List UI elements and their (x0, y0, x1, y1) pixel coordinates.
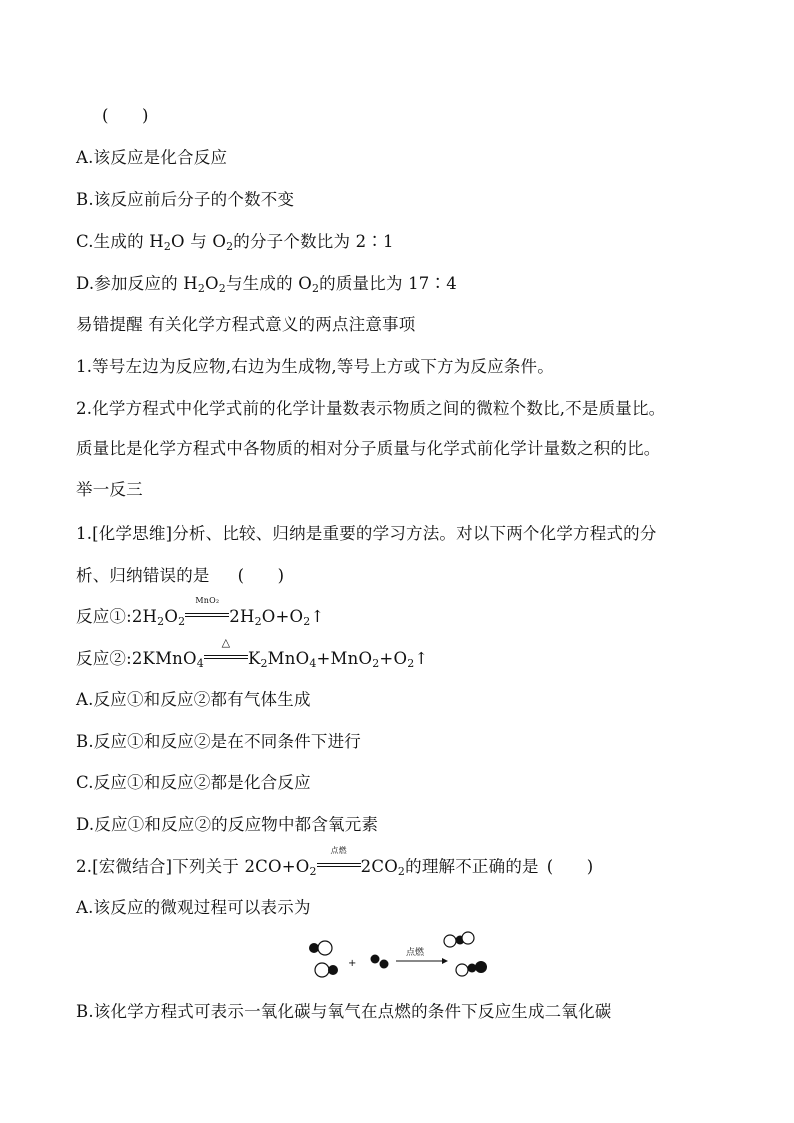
question-2-stem: 2.[宏微结合]下列关于 $2CO+O_2$ 点燃 $2CO_2$的理解不正确的是 ( ) (76, 846, 594, 878)
question-1-option-b: B.反应①和反应②是在不同条件下进行 (76, 732, 361, 751)
equals-sign: △ (204, 648, 248, 664)
question-2-option-b: B.该化学方程式可表示一氧化碳与氧气在点燃的条件下反应生成二氧化碳 (76, 1002, 612, 1021)
reaction-1: 反应$①:2H_2O_2$ MnO₂ $2H_2O+O_2↑$ (76, 596, 325, 628)
plus-sign: + (348, 958, 357, 969)
reaction-condition-label: 点燃 (406, 948, 425, 958)
molecule-diagram (300, 928, 500, 984)
question-1-stem: 1.[化学思维]分析、比较、归纳是重要的学习方法。对以下两个化学方程式的分 (76, 524, 657, 543)
option-a: A.该反应是化合反应 (76, 148, 228, 167)
question-bracket: ( ) (102, 106, 149, 125)
co2-molecule (444, 932, 474, 947)
tip-point-2: 2.化学方程式中化学式前的化学计量数表示物质之间的微粒个数比,不是质量比。 (76, 399, 666, 418)
co2-molecule (456, 961, 487, 976)
arrow-head-icon (442, 958, 448, 964)
option-b: B.该反应前后分子的个数不变 (76, 190, 295, 209)
equals-sign: MnO₂ (185, 606, 229, 622)
section-title: 举一反三 (76, 480, 143, 499)
question-2-option-a: A.该反应的微观过程可以表示为 (76, 898, 311, 917)
question-1-stem-cont: 析、归纳错误的是 ( ) (76, 566, 285, 585)
tip-point-1: 1.等号左边为反应物,右边为生成物,等号上方或下方为反应条件。 (76, 357, 554, 376)
equals-sign: 点燃 (317, 856, 361, 872)
co-molecule (309, 941, 332, 955)
question-1-option-c: C.反应①和反应②都是化合反应 (76, 773, 311, 792)
option-d: D.参加反应的 $H_2O_2$与生成的 $O_2$的质量比为 17∶4 (76, 274, 457, 295)
reaction-2: 反应②:2KMnO$_4$ △ $K_2MnO_4+MnO_2+O_2↑$ (76, 636, 429, 670)
tip-point-2-cont: 质量比是化学方程式中各物质的相对分子质量与化学式前化学计量数之积的比。 (76, 439, 661, 458)
co-molecule (315, 963, 338, 977)
question-1-option-d: D.反应①和反应②的反应物中都含氧元素 (76, 815, 379, 834)
question-1-option-a: A.反应①和反应②都有气体生成 (76, 690, 311, 709)
tip-title: 易错提醒 有关化学方程式意义的两点注意事项 (76, 315, 416, 334)
option-c: C.生成的 $H_2O$ 与 $O_2$的分子个数比为 2∶1 (76, 232, 394, 253)
o2-molecule (371, 955, 389, 969)
